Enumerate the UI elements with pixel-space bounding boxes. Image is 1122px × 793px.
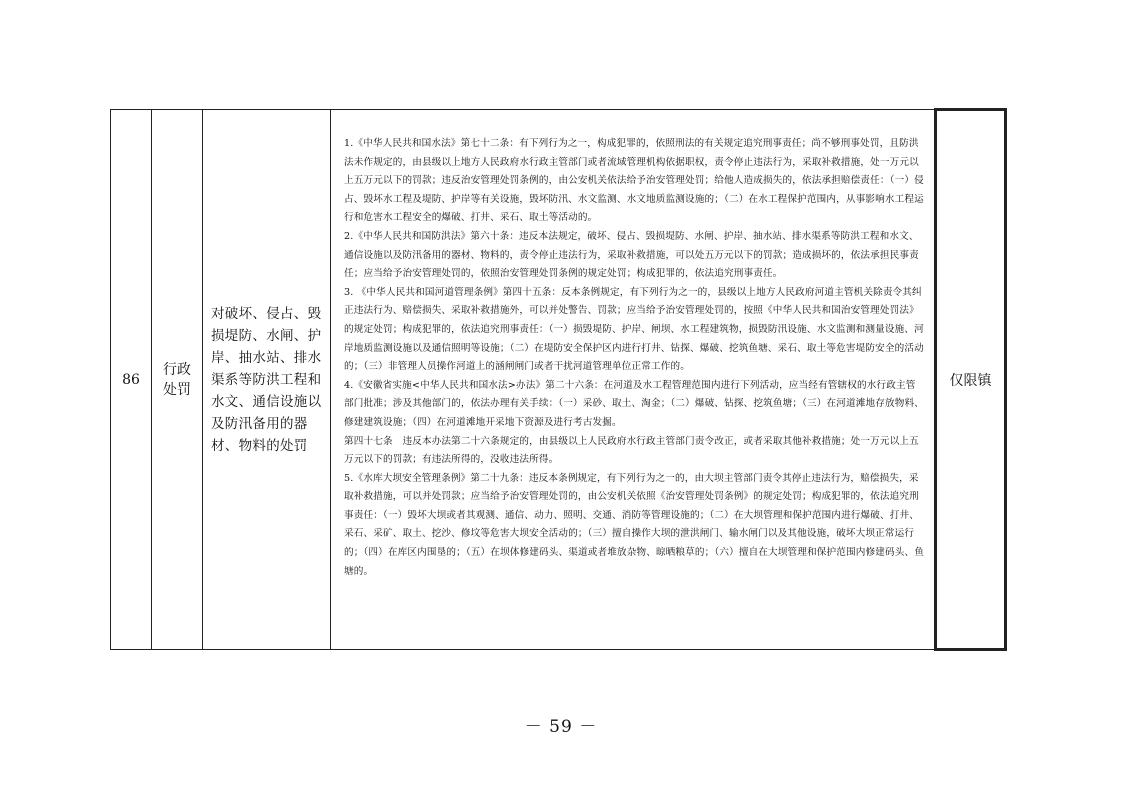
legal-basis-paragraph: 2.《中华人民共和国防洪法》第六十条：违反本法规定，破坏、侵占、毁损堤防、水闸、护岸、抽水站、排水渠系等防洪工程和水文、通信设施以及防汛备用的器材、物料的，责令停止违法行为，采取补救措施，可以处五万元以下的罚款；造成损坏的，依法承担民事责任；应当给予治安管理处罚的，依照治安管理处罚条例的规定处罚；构成犯罪的，依法追究刑事责任。 — [344, 230, 919, 280]
penalty-item: 对破坏、侵占、毁损堤防、水闸、护岸、抽水站、排水渠系等防洪工程和水文、通信设施以及防汛备用的器材、物料的处罚 — [203, 110, 331, 650]
legal-basis-paragraph: 5.《水库大坝安全管理条例》第二十九条：违反本条例规定，有下列行为之一的，由大坝主管部门责令其停止违法行为，赔偿损失，采取补救措施，可以并处罚款；应当给予治安管理处罚的，由公安机关依照《治安管理处罚条例》的规定处罚；构成犯罪的，依法追究刑事责任：（一）毁坏大坝或者其观测、通信、动力、照明、交通、消防等管理设施的；（二）在大坝管理和保护范围内进行爆破、打井、采石、采矿、取土、挖沙、修坟等危害大坝安全活动的；（三）擅自操作大坝的泄洪闸门、输水闸门以及其他设施，破坏大坝正常运行的；（四）在库区内围垦的；（五）在坝体修建码头、渠道或者堆放杂物、晾晒粮草的；（六）擅自在大坝管理和保护范围内修建码头、鱼塘的。 — [344, 472, 924, 577]
legal-basis-paragraph: 第四十七条 违反本办法第二十六条规定的，由县级以上人民政府水行政主管部门责令改正，或者采取其他补救措施；处一万元以上五万元以下的罚款；有违法所得的，没收违法所得。 — [344, 435, 919, 466]
legal-basis-paragraph: 1.《中华人民共和国水法》第七十二条：有下列行为之一，构成犯罪的，依照刑法的有关规定追究刑事责任；尚不够刑事处罚，且防洪法未作规定的，由县级以上地方人民政府水行政主管部门或者流域管理机构依据职权，责令停止违法行为，采取补救措施，处一万元以上五万元以下的罚款；违反治安管理处罚条例的，由公安机关依法给予治安管理处罚；给他人造成损失的，依法承担赔偿责任：（一）侵占、毁坏水工程及堤防、护岸等有关设施，毁坏防汛、水文监测、水文地质监测设施的；（二）在水工程保护范围内，从事影响水工程运行和危害水工程安全的爆破、打井、采石、取土等活动的。 — [344, 138, 924, 224]
remark: 仅限镇 — [936, 110, 1006, 650]
penalty-type: 行政处罚 — [152, 110, 203, 650]
table-row — [111, 110, 1006, 650]
row-number: 86 — [111, 110, 152, 650]
legal-basis — [331, 110, 936, 650]
legal-basis-paragraph: 4.《安徽省实施<中华人民共和国水法>办法》第二十六条：在河道及水工程管理范围内进行下列活动，应当经有管辖权的水行政主管部门批准；涉及其他部门的，依法办理有关手续：（一）采砂、取土、淘金；（二）爆破、钻探、挖筑鱼塘；（三）在河道滩地存放物料、修建建筑设施；（四）在河道滩地开采地下资源及进行考古发掘。 — [344, 379, 924, 428]
penalty-table — [110, 108, 1007, 651]
page-number: － 59 － — [524, 717, 598, 737]
legal-basis-paragraph: 3. 《中华人民共和国河道管理条例》第四十五条：反本条例规定，有下列行为之一的，县级以上地方人民政府河道主管机关除责令其纠正违法行为、赔偿损失、采取补救措施外，可以并处警告、罚款；应当给予治安管理处罚的，按照《中华人民共和国治安管理处罚法》的规定处罚；构成犯罪的，依法追究刑事责任：（一）损毁堤防、护岸、闸坝、水工程建筑物，损毁防汛设施、水文监测和测量设施、河岸地质监测设施以及通信照明等设施；（二）在堤防安全保护区内进行打井、钻探、爆破、挖筑鱼塘、采石、取土等危害堤防安全的活动的；（三）非管理人员操作河道上的涵闸闸门或者干扰河道管理单位正常工作的。 — [344, 286, 924, 373]
